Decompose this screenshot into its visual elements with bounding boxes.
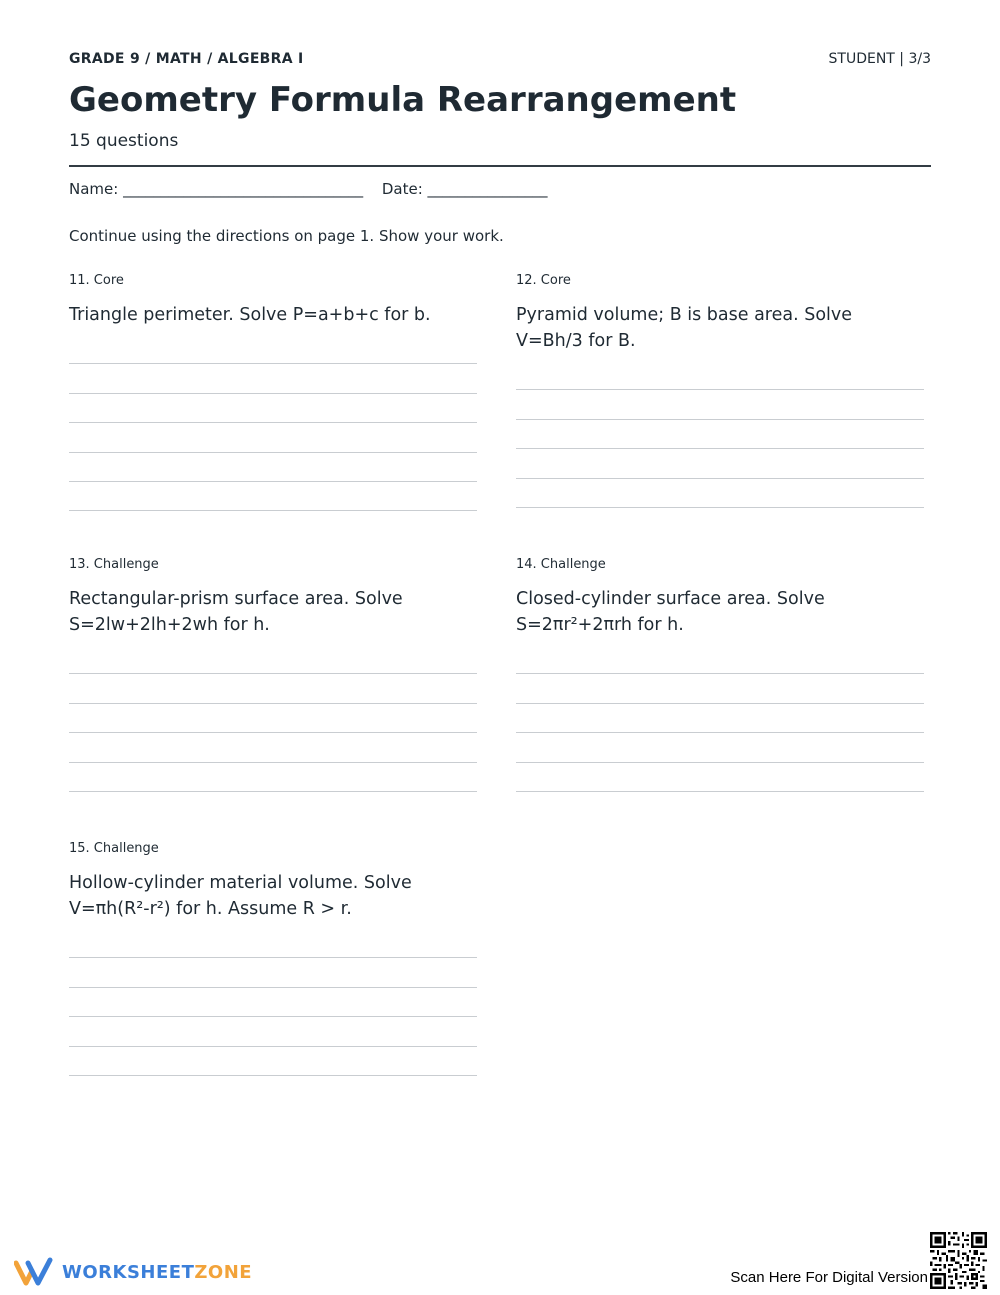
- question-13: [69, 556, 477, 792]
- name-date-fields: [69, 180, 562, 198]
- answer-line[interactable]: [516, 420, 924, 449]
- date-field[interactable]: Date: ________________: [381, 180, 548, 198]
- answer-line[interactable]: [69, 988, 477, 1017]
- question-12: [516, 272, 924, 508]
- scan-caption: Scan Here For Digital Version: [730, 1269, 928, 1286]
- answer-lines[interactable]: [516, 645, 924, 792]
- answer-line[interactable]: [516, 361, 924, 390]
- answer-line[interactable]: [516, 704, 924, 733]
- question-label: 11. Core: [69, 273, 124, 288]
- page-title: Geometry Formula Rearrangement: [69, 80, 737, 120]
- answer-lines[interactable]: [516, 361, 924, 508]
- question-text: Pyramid volume; B is base area. Solve V=Bh/3 for B.: [516, 305, 853, 351]
- answer-line[interactable]: [516, 674, 924, 703]
- question-label: 15. Challenge: [69, 841, 159, 856]
- answer-line[interactable]: [516, 449, 924, 478]
- answer-line[interactable]: [69, 394, 477, 423]
- question-11: [69, 272, 477, 511]
- worksheetzone-logo-icon: [14, 1257, 54, 1287]
- question-14: [516, 556, 924, 792]
- answer-line[interactable]: [516, 479, 924, 508]
- answer-line[interactable]: [69, 364, 477, 393]
- answer-line[interactable]: [69, 704, 477, 733]
- qr-code-icon[interactable]: [930, 1232, 987, 1289]
- worksheetzone-logo[interactable]: [14, 1257, 252, 1287]
- answer-line[interactable]: [69, 763, 477, 792]
- question-text: Triangle perimeter. Solve P=a+b+c for b.: [69, 305, 431, 325]
- answer-line[interactable]: [516, 733, 924, 762]
- answer-line[interactable]: [516, 645, 924, 674]
- directions: Continue using the directions on page 1. Show your work.: [69, 227, 504, 245]
- question-count: 15 questions: [69, 131, 179, 151]
- answer-lines[interactable]: [69, 929, 477, 1076]
- answer-line[interactable]: [69, 929, 477, 958]
- question-label: 14. Challenge: [516, 557, 606, 572]
- logo-text-worksheet: WORKSHEET: [62, 1261, 195, 1283]
- name-field[interactable]: Name: ________________________________: [69, 180, 364, 198]
- question-15: [69, 840, 477, 1076]
- answer-lines[interactable]: [69, 335, 477, 511]
- question-label: 12. Core: [516, 273, 571, 288]
- answer-line[interactable]: [69, 1017, 477, 1046]
- answer-line[interactable]: [69, 674, 477, 703]
- answer-line[interactable]: [516, 763, 924, 792]
- header-divider: [69, 165, 931, 167]
- answer-line[interactable]: [69, 733, 477, 762]
- answer-line[interactable]: [69, 453, 477, 482]
- logo-text-zone: ZONE: [194, 1261, 253, 1283]
- answer-line[interactable]: [69, 958, 477, 987]
- grade-subject-meta: GRADE 9 / MATH / ALGEBRA I: [69, 51, 304, 67]
- answer-line[interactable]: [69, 645, 477, 674]
- answer-line[interactable]: [69, 1047, 477, 1076]
- question-text: Rectangular-prism surface area. Solve S=2lw+2lh+2wh for h.: [69, 589, 403, 635]
- question-text: Closed-cylinder surface area. Solve S=2πr²+2πrh for h.: [516, 589, 825, 635]
- answer-line[interactable]: [516, 390, 924, 419]
- question-label: 13. Challenge: [69, 557, 159, 572]
- answer-lines[interactable]: [69, 645, 477, 792]
- page-indicator: STUDENT | 3/3: [828, 51, 931, 67]
- logo-wordmark: [62, 1262, 252, 1283]
- answer-line[interactable]: [69, 482, 477, 511]
- answer-line[interactable]: [69, 335, 477, 364]
- question-text: Hollow-cylinder material volume. Solve V=πh(R²-r²) for h. Assume R > r.: [69, 873, 412, 919]
- answer-line[interactable]: [69, 423, 477, 452]
